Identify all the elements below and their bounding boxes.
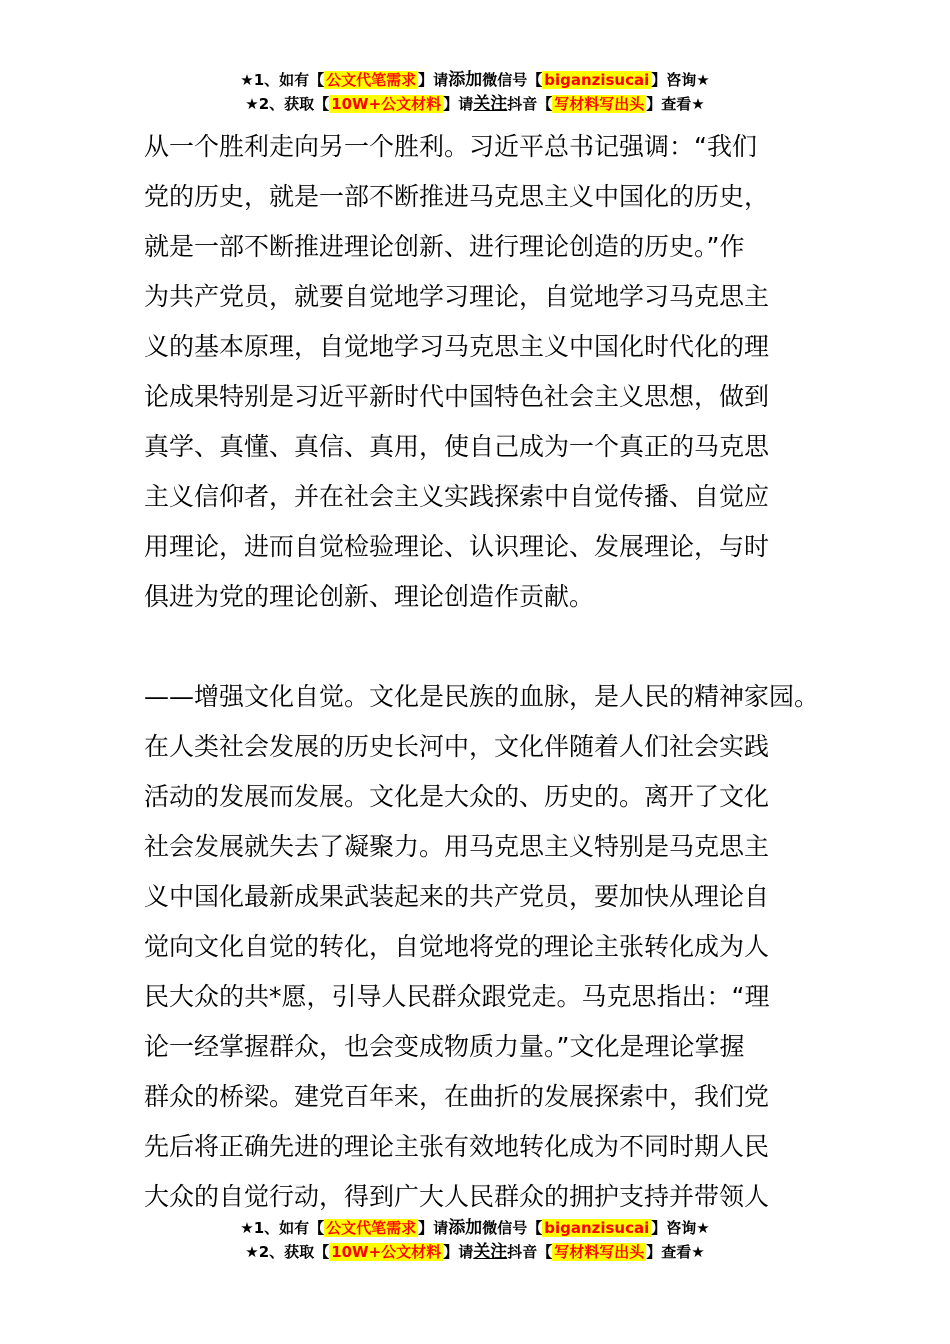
- banner-text: ★1、如有【: [240, 1219, 325, 1237]
- paragraph-2: [144, 672, 844, 1222]
- text-line: 俱进为党的理论创新、理论创造作贡献。: [144, 582, 595, 611]
- text-line: 从一个胜利走向另一个胜利。习近平总书记强调：“我们: [144, 132, 757, 161]
- banner-text: 】查看★: [646, 1243, 705, 1261]
- banner-wechat-id: biganzisucai: [544, 71, 650, 89]
- text-line: ——增强文化自觉。文化是民族的血脉，是人民的精神家园。: [144, 682, 820, 711]
- text-line: 义的基本原理，自觉地学习马克思主义中国化时代化的理: [144, 332, 770, 361]
- banner-douyin-id: 写材料写出头: [554, 95, 645, 113]
- banner-line-2: [0, 1240, 950, 1264]
- banner-emphasis: 关注: [473, 94, 508, 114]
- text-line: 主义信仰者，并在社会主义实践探索中自觉传播、自觉应: [144, 482, 770, 511]
- banner-emphasis: 添加: [448, 1218, 483, 1238]
- banner-text: 】请: [418, 71, 449, 89]
- banner-highlight: 10W+公文材料: [331, 1243, 442, 1261]
- banner-text: ★1、如有【: [240, 71, 325, 89]
- banner-line-1: [0, 1216, 950, 1240]
- paragraph-1: [144, 122, 844, 622]
- text-line: 党的历史，就是一部不断推进马克思主义中国化的历史，: [144, 182, 770, 211]
- banner-highlight: 10W+公文材料: [331, 95, 442, 113]
- banner-wechat-id: biganzisucai: [544, 1219, 650, 1237]
- text-line: 真学、真懂、真信、真用，使自己成为一个真正的马克思: [144, 432, 770, 461]
- text-line: 义中国化最新成果武装起来的共产党员，要加快从理论自: [144, 882, 770, 911]
- text-line: 为共产党员，就要自觉地学习理论，自觉地学习马克思主: [144, 282, 770, 311]
- banner-text: 抖音【: [507, 1243, 553, 1261]
- banner-highlight: 公文代笔需求: [326, 1219, 417, 1237]
- banner-line-1: [0, 68, 950, 92]
- document-body: [144, 122, 844, 1222]
- text-line: 先后将正确先进的理论主张有效地转化成为不同时期人民: [144, 1132, 770, 1161]
- text-line: 在人类社会发展的历史长河中，文化伴随着人们社会实践: [144, 732, 770, 761]
- footer-banner: [0, 1216, 950, 1264]
- banner-text: 】查看★: [646, 95, 705, 113]
- banner-text: 】咨询★: [651, 1219, 710, 1237]
- text-line: 社会发展就失去了凝聚力。用马克思主义特别是马克思主: [144, 832, 770, 861]
- banner-text: 】请: [418, 1219, 449, 1237]
- text-line: 论成果特别是习近平新时代中国特色社会主义思想，做到: [144, 382, 770, 411]
- banner-text: 】请: [443, 95, 474, 113]
- banner-text: 微信号【: [482, 71, 543, 89]
- banner-highlight: 公文代笔需求: [326, 71, 417, 89]
- text-line: 觉向文化自觉的转化，自觉地将党的理论主张转化成为人: [144, 932, 770, 961]
- text-line: 活动的发展而发展。文化是大众的、历史的。离开了文化: [144, 782, 770, 811]
- banner-douyin-id: 写材料写出头: [554, 1243, 645, 1261]
- banner-emphasis: 添加: [448, 70, 483, 90]
- banner-text: 】咨询★: [651, 71, 710, 89]
- banner-text: ★2、获取【: [245, 95, 330, 113]
- paragraph-gap: [144, 622, 844, 672]
- text-line: 论一经掌握群众，也会变成物质力量。”文化是理论掌握: [144, 1032, 745, 1061]
- text-line: 就是一部不断推进理论创新、进行理论创造的历史。”作: [144, 232, 745, 261]
- banner-text: 微信号【: [482, 1219, 543, 1237]
- banner-line-2: [0, 92, 950, 116]
- banner-text: ★2、获取【: [245, 1243, 330, 1261]
- text-line: 大众的自觉行动，得到广大人民群众的拥护支持并带领人: [144, 1182, 770, 1211]
- banner-emphasis: 关注: [473, 1242, 508, 1262]
- text-line: 民大众的共*愿，引导人民群众跟党走。马克思指出：“理: [144, 982, 770, 1011]
- header-banner: [0, 68, 950, 116]
- text-line: 用理论，进而自觉检验理论、认识理论、发展理论，与时: [144, 532, 770, 561]
- text-line: 群众的桥梁。建党百年来，在曲折的发展探索中，我们党: [144, 1082, 770, 1111]
- banner-text: 抖音【: [507, 95, 553, 113]
- banner-text: 】请: [443, 1243, 474, 1261]
